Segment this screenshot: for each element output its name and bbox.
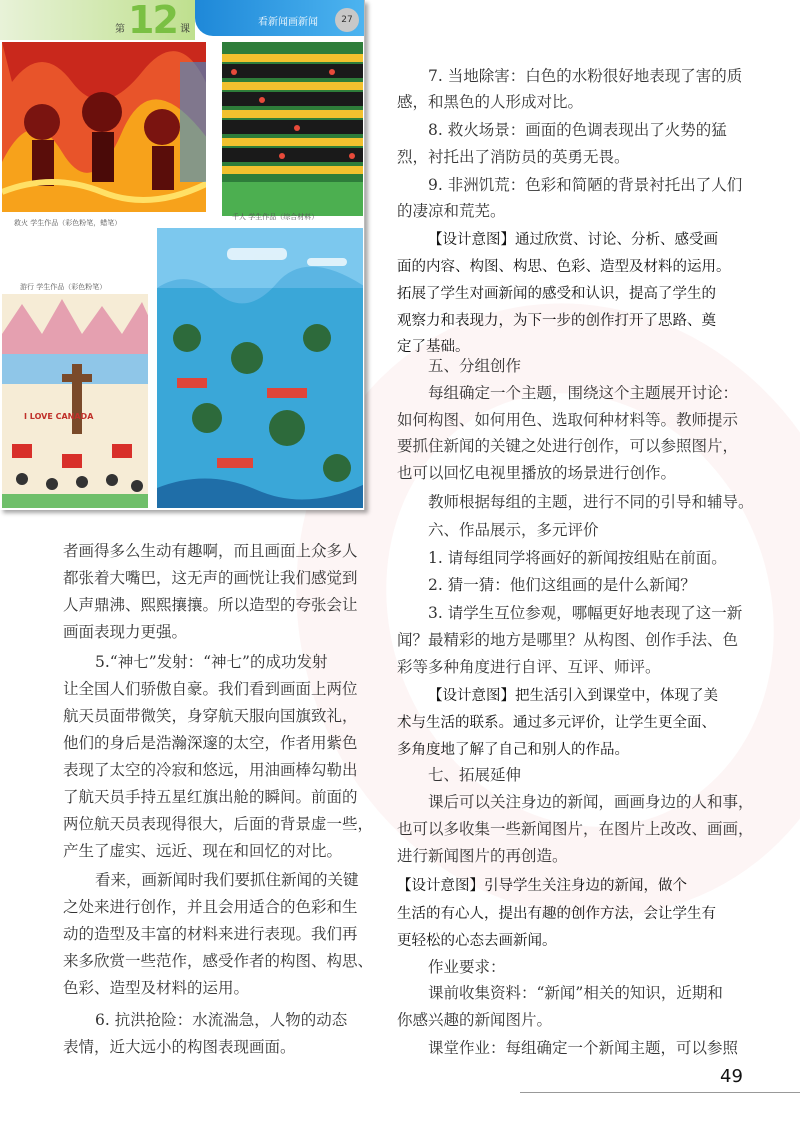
text-line: 生活的有心人，提出有趣的创作方法，会让学生有 [397,906,716,922]
lesson-title: 看新闻画新闻 [258,17,318,28]
text-line: 之处来进行创作，并且会用适合的色彩和生 [63,898,358,916]
text-line: 产生了虚实、远近、现在和回忆的对比。 [63,842,343,860]
lesson-prefix: 第 [115,24,125,35]
footer-rule [520,1092,800,1093]
text-line: 你感兴趣的新闻图片。 [397,1011,553,1029]
text-line: 表情，近大远小的构图表现画面。 [63,1038,296,1056]
text-line: 彩等多种角度进行自评、互评、师评。 [397,658,661,676]
text-line: 看来，画新闻时我们要抓住新闻的关键 [95,871,359,889]
text-line: 来多欣赏一些范作，感受作者的构图、构思、 [63,952,374,970]
text-line: 闻？最精彩的地方是哪里？从构图、创作手法、色 [397,631,739,649]
text-line: 表现了太空的冷寂和悠远，用油画棒勾勒出 [63,761,358,779]
inset-page-number: 27 [335,8,359,32]
text-line: 两位航天员表现得很大，后面的背景虚一些， [63,815,374,833]
text-line: 烈，衬托出了消防员的英勇无畏。 [397,148,630,166]
text-line: 观察力和表现力，为下一步的创作打开了思路、奠 [397,313,716,329]
text-line: 动的造型及丰富的材料来进行表现。我们再 [63,925,358,943]
text-line: 画面表现力更强。 [63,623,188,641]
text-line: 6. 抗洪抢险：水流湍急，人物的动态 [95,1011,348,1029]
text-line: 5.“神七”发射：“神七”的成功发射 [95,653,328,671]
text-line: 者画得多么生动有趣啊，而且画面上众多人 [63,542,358,560]
text-line: 色彩、造型及材料的运用。 [63,979,250,997]
text-line: 也可以回忆电视里播放的场景进行创作。 [397,464,677,482]
text-line: 都张着大嘴巴，这无声的画恍让我们感觉到 [63,569,358,587]
text-line: 航天员面带微笑，身穿航天服向国旗致礼， [63,707,358,725]
text-line: 每组确定一个主题，围绕这个主题展开讨论： [428,384,739,402]
design-intent-1: 【设计意图】通过欣赏、讨论、分析、感受画 [428,232,718,248]
text-line: 课前收集资料：“新闻”相关的知识，近期和 [428,984,723,1002]
text-line: 课堂作业：每组确定一个新闻主题，可以参照 [428,1039,739,1057]
text-line: 定了基础。 [397,339,470,355]
text-line: 面的内容、构图、构思、色彩、造型及材料的运用。 [397,259,731,275]
design-intent-3: 【设计意图】引导学生关注身边的新闻，做个 [397,878,687,894]
text-line: 人声鼎沸、熙熙攘攘。所以造型的夸张会让 [63,596,358,614]
caption-canada: 游行 学生作品（彩色粉笔） [20,283,107,291]
text-line: 也可以多收集一些新闻图片，在图片上改改、画画， [397,820,754,838]
text-line: 更轻松的心态去画新闻。 [397,933,557,949]
text-line: 让全国人们骄傲自豪。我们看到画面上两位 [63,680,358,698]
canada-sign: I LOVE CANADA [24,412,94,421]
design-intent-2: 【设计意图】把生活引入到课堂中，体现了美 [428,688,718,704]
page-number: 49 [720,1066,743,1087]
text-line: 多角度地了解了自己和别人的作品。 [397,742,629,758]
textbook-inset-page [0,0,365,510]
caption-stadium: 千人 学生作品（综合材料） [232,213,319,221]
text-line: 9. 非洲饥荒：色彩和简陋的背景衬托出了人们 [428,176,743,194]
text-line: 术与生活的联系。通过多元评价，让学生更全面、 [397,715,716,731]
text-line: 如何构图、如何用色、选取何种材料等。教师提示 [397,411,739,429]
painting-stadium [220,40,365,218]
section-heading-6: 六、作品展示，多元评价 [428,521,599,539]
text-line: 进行新闻图片的再创造。 [397,847,568,865]
section-heading-7: 七、拓展延伸 [428,766,522,784]
text-line: 3. 请学生互位参观，哪幅更好地表现了这一新 [428,604,743,622]
section-heading-5: 五、分组创作 [428,357,522,375]
text-line: 他们的身后是浩瀚深邃的太空，作者用紫色 [63,734,358,752]
homework-heading: 作业要求： [428,958,506,976]
text-line: 课后可以关注身边的新闻，画画身边的人和事， [428,793,754,811]
text-line: 1. 请每组同学将画好的新闻按组贴在前面。 [428,549,727,567]
text-line: 要抓住新闻的关键之处进行创作，可以参照图片， [397,437,739,455]
text-line: 8. 救火场景：画面的色调表现出了火势的猛 [428,121,727,139]
caption-fire: 救火 学生作品（彩色粉笔，蜡笔） [14,219,122,227]
text-line: 教师根据每组的主题，进行不同的引导和辅导。 [428,493,754,511]
painting-canada [0,292,150,510]
inset-header [0,0,365,40]
text-line: 2. 猜一猜：他们这组画的是什么新闻？ [428,576,696,594]
text-line: 7. 当地除害：白色的水粉很好地表现了害的质 [428,67,743,85]
lesson-number: 12 [128,0,177,42]
painting-flood [155,226,365,510]
painting-fire [0,40,208,214]
lesson-suffix: 课 [180,24,190,35]
text-line: 拓展了学生对画新闻的感受和认识，提高了学生的 [397,286,716,302]
text-line: 的凄凉和荒芜。 [397,202,506,220]
text-line: 感，和黑色的人形成对比。 [397,93,584,111]
text-line: 了航天员手持五星红旗出舱的瞬间。前面的 [63,788,358,806]
